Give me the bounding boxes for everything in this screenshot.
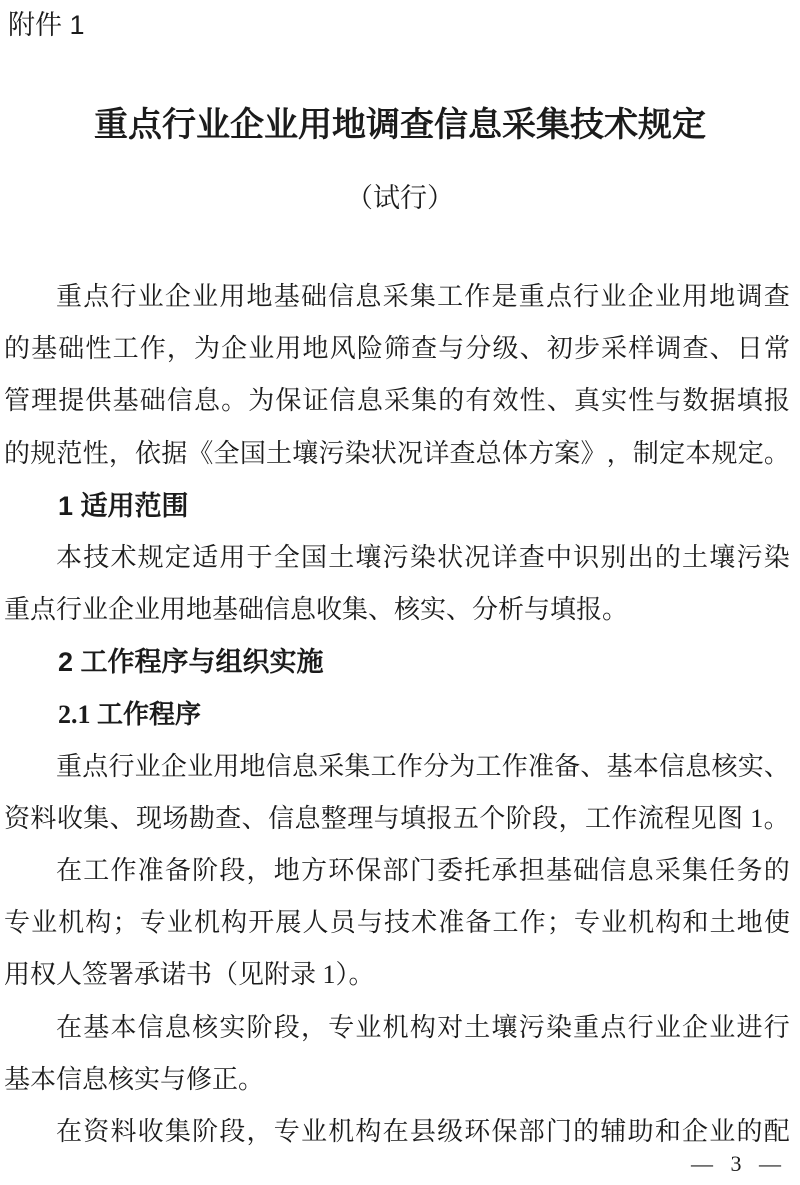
attachment-label: 附件 1 bbox=[8, 10, 85, 40]
subsection-heading-2-1: 2.1 工作程序 bbox=[58, 699, 202, 729]
paragraph-line: 专 业 机 构 ； 专 业 机 构 开 展 人 员 与 技 术 准 备 工 作 ； 专 业 机 构 和 土 地 使 bbox=[4, 908, 790, 938]
page-number: — 3 — bbox=[691, 1151, 787, 1176]
paragraph-line: 用权人签署承诺书（见附录 1）。 bbox=[4, 960, 375, 990]
paragraph-line: 资 料 收 集 、 现 场 勘 查 、 信 息 整 理 与 填 报 五 个 阶 段 ， 工 作 流 程 见 图 1 。 bbox=[4, 803, 790, 833]
section-heading-1: 1 适用范围 bbox=[58, 490, 189, 521]
paragraph-line: 在 工 作 准 备 阶 段 ， 地 方 环 保 部 门 委 托 承 担 基 础 信 息 采 集 任 务 的 bbox=[56, 856, 790, 886]
paragraph-line: 本 技 术 规 定 适 用 于 全 国 土 壤 污 染 状 况 详 查 中 识 别 出 的 土 壤 污 染 bbox=[56, 542, 790, 572]
paragraph-line: 的 规 范 性 ， 依 据 《 全 国 土 壤 污 染 状 况 详 查 总 体 方 案 》 ， 制 定 本 规 定 。 bbox=[4, 438, 790, 468]
section-heading-2: 2 工作程序与组织实施 bbox=[58, 647, 324, 678]
paragraph-line: 在 基 本 信 息 核 实 阶 段 ， 专 业 机 构 对 土 壤 污 染 重 点 行 业 企 业 进 行 bbox=[56, 1012, 790, 1042]
document-body bbox=[4, 271, 790, 1158]
paragraph-line: 的 基 础 性 工 作 ， 为 企 业 用 地 风 险 筛 查 与 分 级 、 初 步 采 样 调 查 、 日 常 bbox=[4, 334, 790, 364]
paragraph-line: 管 理 提 供 基 础 信 息 。 为 保 证 信 息 采 集 的 有 效 性 、 真 实 性 与 数 据 填 报 bbox=[4, 386, 790, 416]
paragraph-line: 重点行业企业用地基础信息收集、核实、分析与填报。 bbox=[4, 595, 629, 625]
paragraph-line: 重 点 行 业 企 业 用 地 信 息 采 集 工 作 分 为 工 作 准 备 、 基 本 信 息 核 实 、 bbox=[56, 751, 790, 781]
paragraph-line: 重 点 行 业 企 业 用 地 基 础 信 息 采 集 工 作 是 重 点 行 业 企 业 用 地 调 查 bbox=[56, 282, 790, 311]
paragraph-line: 基本信息核实与修正。 bbox=[4, 1064, 265, 1094]
paragraph-line: 在 资 料 收 集 阶 段 ， 专 业 机 构 在 县 级 环 保 部 门 的 辅 助 和 企 业 的 配 bbox=[56, 1117, 790, 1146]
document-title: 重点行业企业用地调查信息采集技术规定 bbox=[94, 106, 706, 144]
document-subtitle: （试行） bbox=[346, 183, 454, 213]
